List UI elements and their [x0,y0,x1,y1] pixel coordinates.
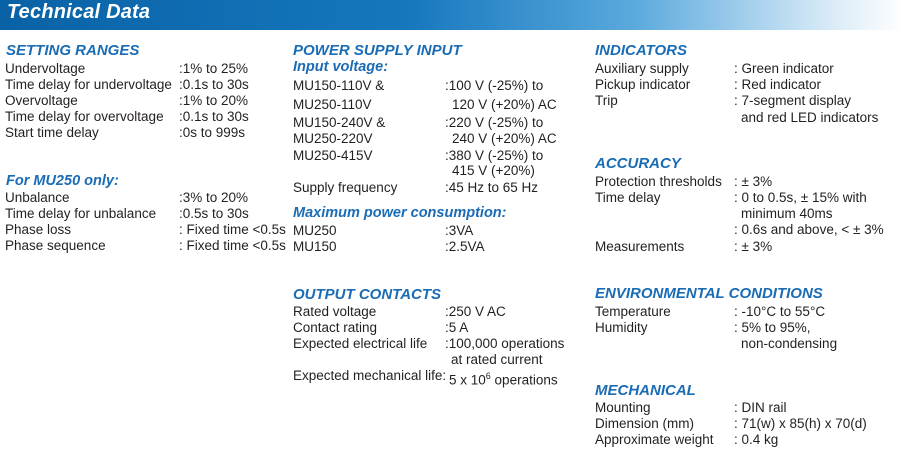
spec-value: at rated current [451,352,543,367]
spec-label: Time delay for overvoltage [5,109,164,124]
spec-value: :250 V AC [445,304,506,319]
spec-value: : Red indicator [734,77,822,92]
spec-value: : 0.4 kg [734,432,779,447]
mech-life-unit: operations [490,372,558,388]
spec-value: : -10°C to 55°C [734,304,826,319]
spec-label: MU250-415V [293,148,373,163]
spec-value: : 7-segment display [734,93,852,108]
spec-value: :3% to 20% [179,190,249,205]
spec-label: MU250 [293,223,337,238]
spec-value: : 0 to 0.5s, ± 15% with [734,190,867,205]
spec-label: Time delay for undervoltage [5,77,172,92]
environmental-heading: ENVIRONMENTAL CONDITIONS [595,285,823,302]
mech-life-base: 5 x 10 [449,372,486,388]
output-contacts-heading: OUTPUT CONTACTS [293,286,442,303]
spec-label: MU150-110V & [293,78,385,93]
indicators-heading: INDICATORS [595,42,687,59]
accuracy-heading: ACCURACY [595,155,681,172]
spec-value: 120 V (+20%) AC [452,97,557,112]
spec-label: Humidity [595,320,648,335]
spec-value: : 5% to 95%, [734,320,811,335]
spec-value: :5 A [445,320,469,335]
spec-label: Expected mechanical life: [293,368,447,383]
spec-label: Temperature [595,304,671,319]
spec-value: and red LED indicators [741,110,879,125]
setting-ranges-heading: SETTING RANGES [6,42,140,59]
spec-value: minimum 40ms [741,206,833,221]
page-title: Technical Data [7,1,151,23]
spec-value: :2.5VA [445,239,485,254]
spec-label: Auxiliary supply [595,61,689,76]
spec-value: :0.1s to 30s [179,77,249,92]
spec-value: :100 V (-25%) to [445,78,544,93]
spec-label: Start time delay [5,125,99,140]
spec-label: Time delay for unbalance [5,206,157,221]
spec-value: : Fixed time <0.5s [179,222,286,237]
spec-label: MU150-240V & [293,115,386,130]
spec-label: Measurements [595,239,685,254]
spec-label: Mounting [595,400,651,415]
spec-label: Overvoltage [5,93,78,108]
spec-label: Rated voltage [293,304,377,319]
spec-value: : Green indicator [734,61,834,76]
spec-label: MU250-220V [293,131,373,146]
spec-value: :1% to 25% [179,61,249,76]
spec-value: : ± 3% [734,174,773,189]
spec-value: : Fixed time <0.5s [179,238,286,253]
spec-label: Phase loss [5,222,72,237]
spec-value: :0s to 999s [179,125,246,140]
mechanical-heading: MECHANICAL [595,382,696,399]
spec-label: Pickup indicator [595,77,691,92]
spec-value: :1% to 20% [179,93,249,108]
spec-value: :0.5s to 30s [179,206,249,221]
power-supply-input-heading: POWER SUPPLY INPUT [293,42,462,59]
spec-value: : 0.6s and above, < ± 3% [734,222,884,237]
spec-label: Expected electrical life [293,336,428,351]
spec-label: Time delay [595,190,661,205]
spec-value: :100,000 operations [445,336,565,351]
spec-label: MU250-110V [293,97,372,112]
mech-life-exponent: 6 [485,371,491,381]
title-banner [0,0,904,30]
spec-value: :220 V (-25%) to [445,115,544,130]
spec-value: :380 V (-25%) to [445,148,544,163]
spec-value: non-condensing [741,336,838,351]
spec-value: 415 V (+20%) [452,163,535,178]
spec-label: Supply frequency [293,180,398,195]
spec-label: Approximate weight [595,432,714,447]
spec-value: :45 Hz to 65 Hz [445,180,539,195]
spec-value [449,368,558,389]
spec-label: MU150 [293,239,337,254]
spec-label: Contact rating [293,320,378,335]
spec-value: :3VA [445,223,474,238]
mu250-only-heading: For MU250 only: [6,173,119,189]
spec-label: Dimension (mm) [595,416,695,431]
spec-label: Phase sequence [5,238,106,253]
spec-value: : DIN rail [734,400,787,415]
spec-label: Unbalance [5,190,70,205]
max-power-consumption-heading: Maximum power consumption: [293,205,507,221]
spec-label: Trip [595,93,618,108]
spec-value: : 71(w) x 85(h) x 70(d) [734,416,867,431]
spec-label: Undervoltage [5,61,86,76]
spec-label: Protection thresholds [595,174,722,189]
spec-value: 240 V (+20%) AC [452,131,557,146]
spec-value: : ± 3% [734,239,773,254]
input-voltage-heading: Input voltage: [293,59,389,75]
spec-value: :0.1s to 30s [179,109,249,124]
